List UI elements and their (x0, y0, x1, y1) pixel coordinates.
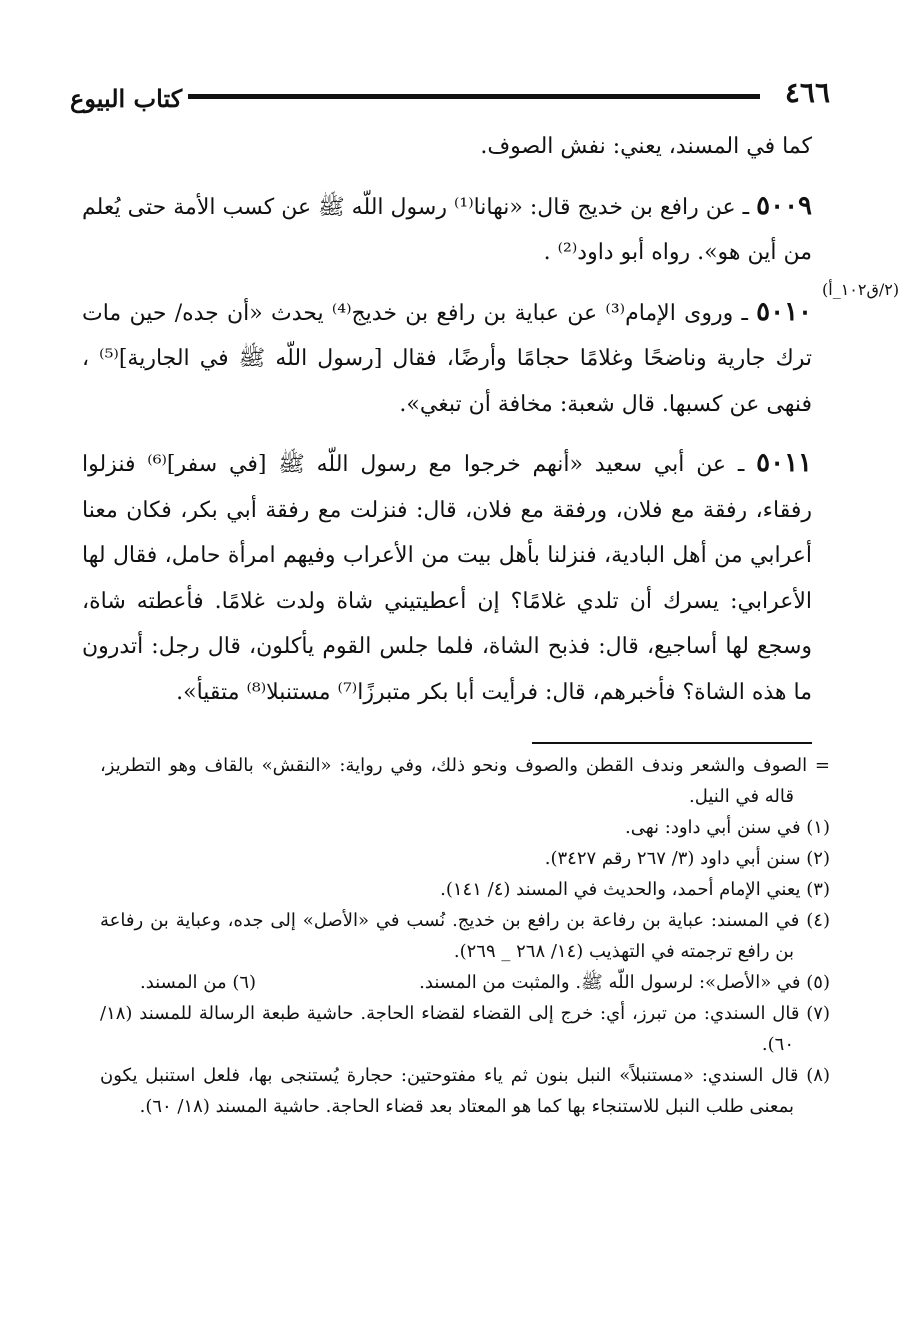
footnote-4: (٤) في المسند: عباية بن رفاعة بن رافع بن خديج. نُسب في «الأصل» إلى جده، وعباية بن رفاعة بن رافع ترجمته في التهذيب (١٤/ ٢٦٨ _ ٢٦٩). (100, 910, 830, 962)
footnote-7: (٧) قال السندي: من تبرز، أي: خرج إلى القضاء لقضاء الحاجة. حاشية طبعة الرسالة للمسند (١٨/ ٦٠). (100, 1003, 830, 1055)
margin-note: (٢/ق١٠٢_أ) (822, 280, 900, 299)
footnote-6: (٦) من المسند. (140, 972, 257, 993)
footnote-separator (532, 742, 812, 744)
footnote-5: (٥) في «الأصل»: لرسول اللّه ﷺ. والمثبت من المسند. (419, 972, 830, 993)
footnote-3: (٣) يعني الإمام أحمد، والحديث في المسند (٤/ ١٤١). (440, 879, 830, 900)
main-text (82, 124, 812, 715)
page-number: ٤٦٦ (784, 76, 830, 109)
footnote-1: (١) في سنن أبي داود: نهى. (625, 817, 830, 838)
footnote-continuation: = الصوف والشعر وندف القطن والصوف ونحو ذلك، وفي رواية: «النقش» بالقاف وهو التطريز، قاله في النيل. (100, 755, 831, 807)
footnote-8: (٨) قال السندي: «مستنبلاً» النبل بنون ثم ياء مفتوحتين: حجارة يُستنجى بها، فلعل استنبل يكون بمعنى طلب النبل للاستنجاء بها كما هو المعتاد بعد قضاء الحاجة. حاشية المسند (١٨/ ٦٠). (100, 1065, 830, 1117)
hadith-number: ٥٠١١ (756, 448, 812, 478)
continuation-line: كما في المسند، يعني: نفش الصوف. (480, 134, 812, 159)
page-header (70, 70, 830, 114)
header-rule (188, 94, 760, 99)
hadith-text: ـ عن رافع بن خديج قال: «نهانا⁽¹⁾ رسول اللّه ﷺ عن كسب الأمة حتى يُعلم من أين هو». رواه أبو داود⁽²⁾ . (82, 194, 812, 265)
book-title: كتاب البيوع (70, 84, 183, 113)
hadith-text: ـ وروى الإمام⁽³⁾ عن عباية بن رافع بن خديج⁽⁴⁾ يحدث «أن جده/ حين مات ترك جارية وناضحًا وغلامًا حجامًا وأرضًا، فقال [رسول اللّه ﷺ في الجارية]⁽⁵⁾ ، فنهى عن كسبها. قال شعبة: مخافة أن تبغي». (82, 300, 812, 417)
hadith-5011 (82, 441, 812, 715)
hadith-5009 (82, 184, 812, 276)
hadith-text: ـ عن أبي سعيد «أنهم خرجوا مع رسول اللّه ﷺ [في سفر]⁽⁶⁾ فنزلوا رفقاء، رفقة مع فلان، ورفقة مع فلان، قال: فنزلت مع رفقة أبي بكر، فكان معنا أعرابي من أهل البادية، فنزلنا بأهل بيت من الأعراب وفيهم امرأة حامل، فقال لها الأعرابي: يسرك أن تلدي غلامًا؟ إن أعطيتيني شاة ولدت غلامًا. فأعطته شاة، وسجع لها أساجيع، قال: فذبح الشاة، فلما جلس القوم يأكلون، قال رجل: أتدرون ما هذه الشاة؟ فأخبرهم، قال: فرأيت أبا بكر متبرزًا⁽⁷⁾ مستنبلا⁽⁸⁾ متقيأ». (82, 452, 812, 705)
hadith-number: ٥٠١٠ (756, 296, 813, 327)
hadith-number: ٥٠٠٩ (756, 190, 813, 221)
footnote-2: (٢) سنن أبي داود (٣/ ٢٦٧ رقم ٣٤٢٧). (544, 848, 830, 869)
footnotes (100, 750, 830, 1122)
footnote-row-5-6 (100, 967, 830, 998)
hadith-5010 (82, 290, 812, 428)
